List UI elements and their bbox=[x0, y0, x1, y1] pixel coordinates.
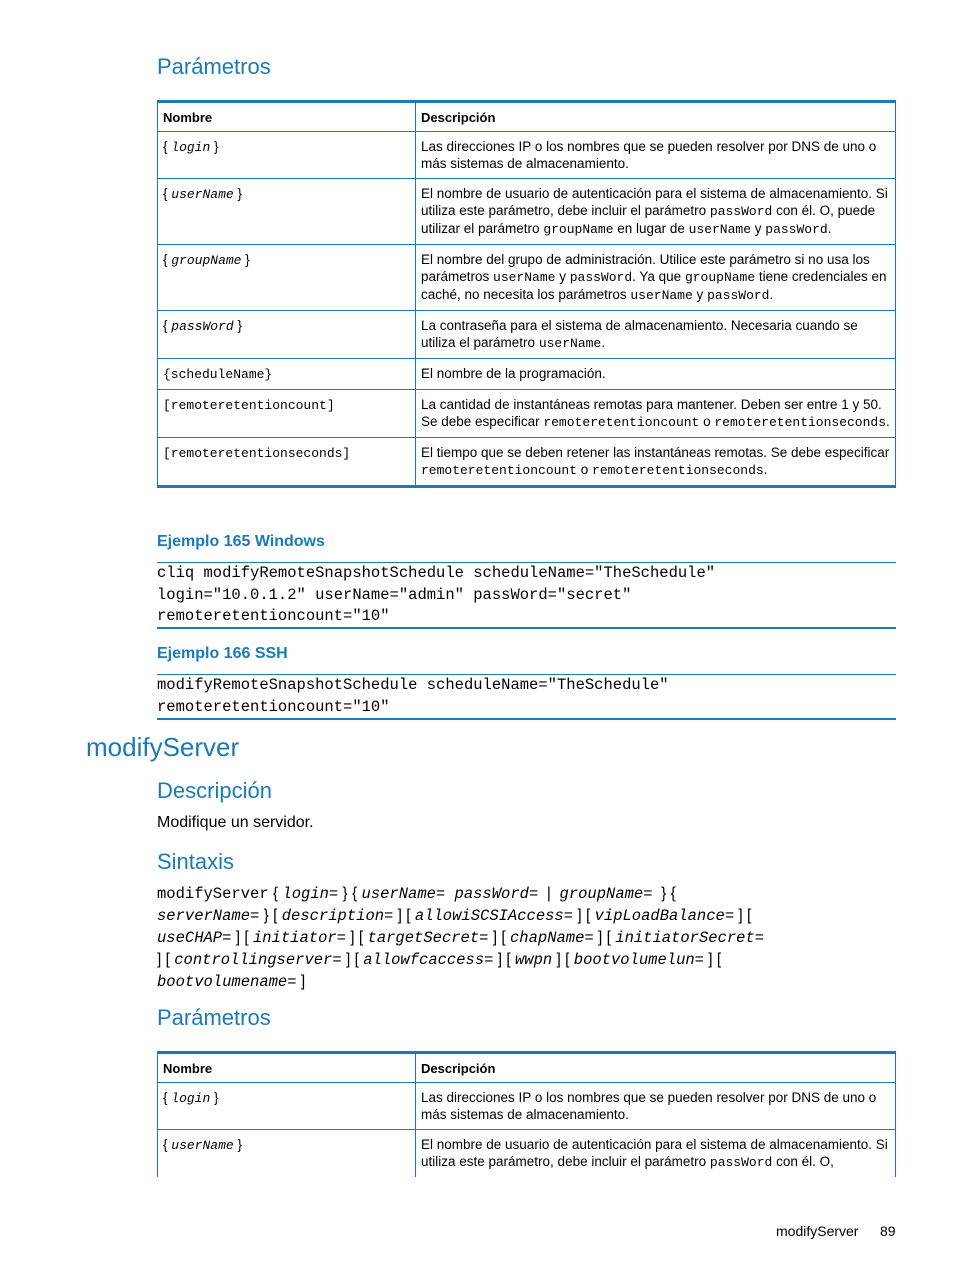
example-165-title: Ejemplo 165 Windows bbox=[157, 533, 325, 550]
parameter-name-cell bbox=[158, 1130, 416, 1178]
parameter-description-cell bbox=[416, 438, 896, 487]
example-165-code-block bbox=[157, 562, 896, 629]
syntax-parameter: chapName= bbox=[510, 929, 594, 947]
section-heading-parametros: Parámetros bbox=[157, 54, 271, 79]
syntax-punctuation: } { bbox=[338, 885, 362, 902]
inline-code: groupName bbox=[543, 222, 614, 237]
syntax-parameter: controllingserver= bbox=[174, 951, 342, 969]
description-text: con él. O, bbox=[772, 1154, 834, 1169]
inline-code: userName bbox=[630, 288, 693, 303]
table-header-row bbox=[158, 1053, 896, 1083]
brace-open: { bbox=[163, 1137, 172, 1152]
inline-code: remoteretentionseconds bbox=[714, 415, 887, 430]
syntax-punctuation: } { bbox=[652, 885, 681, 902]
column-header-name: Nombre bbox=[158, 102, 416, 132]
syntax-block bbox=[157, 883, 902, 993]
description-text: Las direcciones IP o los nombres que se pueden resolver por DNS de uno o más sistemas de almacenamiento. bbox=[421, 1090, 877, 1122]
inline-code: passWord bbox=[709, 204, 773, 219]
brace-close: } bbox=[241, 252, 250, 267]
description-text: y bbox=[555, 269, 570, 284]
column-header-description: Descripción bbox=[416, 102, 896, 132]
description-text: . bbox=[886, 414, 890, 429]
description-text: tiene credenciales en caché, no necesita los parámetros bbox=[421, 269, 887, 302]
brace-open: { bbox=[163, 252, 172, 267]
parameter-name-cell bbox=[158, 179, 416, 245]
syntax-parameter: groupName= bbox=[559, 885, 653, 903]
description-text: El nombre del grupo de administración. Utilice este parámetro si no usa los parámetros bbox=[421, 252, 870, 284]
description-text: El nombre de usuario de autenticación para el sistema de almacenamiento. Si utiliza este parámetro, debe incluir el parámetro bbox=[421, 186, 888, 218]
description-text: . bbox=[601, 335, 605, 350]
table-row bbox=[158, 1083, 896, 1130]
brace-close: } bbox=[233, 1137, 242, 1152]
syntax-parameter: vipLoadBalance= bbox=[594, 907, 735, 925]
parameters-table bbox=[157, 100, 896, 488]
parameter-name: {scheduleName} bbox=[163, 367, 273, 382]
column-header-name: Nombre bbox=[158, 1053, 416, 1083]
column-header-description: Descripción bbox=[416, 1053, 896, 1083]
footer-page-number: 89 bbox=[880, 1223, 896, 1239]
syntax-command: modifyServer bbox=[157, 885, 269, 903]
section-heading-descripcion: Descripción bbox=[157, 778, 272, 803]
table-row bbox=[158, 438, 896, 487]
parameter-description-cell bbox=[416, 390, 896, 438]
description-text: y bbox=[751, 221, 766, 236]
description-text: Las direcciones IP o los nombres que se pueden resolver por DNS de uno o más sistemas de almacenamiento. bbox=[421, 139, 877, 171]
inline-code: remoteretentioncount bbox=[543, 415, 700, 430]
code-line: modifyRemoteSnapshotSchedule scheduleName="TheSchedule" bbox=[157, 676, 669, 694]
inline-code: passWord bbox=[707, 288, 770, 303]
syntax-punctuation: ] bbox=[296, 973, 306, 990]
parameter-description-cell bbox=[416, 1083, 896, 1130]
brace-open: { bbox=[163, 318, 172, 333]
syntax-parameter: initiator= bbox=[252, 929, 346, 947]
parameter-name-cell bbox=[158, 359, 416, 390]
inline-code: groupName bbox=[684, 270, 756, 285]
parameter-description-cell bbox=[416, 132, 896, 179]
syntax-punctuation: ] [ bbox=[734, 907, 752, 924]
syntax-punctuation: ] [ bbox=[704, 951, 722, 968]
inline-code: userName bbox=[493, 270, 556, 285]
command-title: modifyServer bbox=[86, 732, 240, 762]
description-text: . bbox=[763, 462, 768, 477]
parameter-name: [remoteretentionseconds] bbox=[163, 446, 351, 461]
footer-section-name: modifyServer bbox=[776, 1223, 859, 1239]
syntax-punctuation: ] [ bbox=[231, 929, 253, 946]
syntax-punctuation: | bbox=[538, 885, 560, 902]
parameter-name-cell bbox=[158, 438, 416, 487]
parameter-name: groupName bbox=[171, 253, 242, 268]
syntax-punctuation: ] [ bbox=[552, 951, 574, 968]
parameter-description-cell bbox=[416, 179, 896, 245]
parameter-description-cell bbox=[416, 359, 896, 390]
table-row bbox=[158, 179, 896, 245]
syntax-punctuation: ] [ bbox=[493, 951, 515, 968]
description-text: La cantidad de instantáneas remotas para mantener. Deben ser entre 1 y 50. Se debe especificar bbox=[421, 397, 882, 429]
parameter-name: passWord bbox=[171, 319, 234, 334]
syntax-parameter: targetSecret= bbox=[367, 929, 489, 947]
table-row bbox=[158, 359, 896, 390]
syntax-parameter: bootvolumelun= bbox=[573, 951, 704, 969]
brace-open: { bbox=[163, 139, 172, 154]
syntax-punctuation: ] [ bbox=[488, 929, 510, 946]
section-heading-parametros-2: Parámetros bbox=[157, 1005, 271, 1030]
parameter-name-cell bbox=[158, 311, 416, 359]
description-text: y bbox=[692, 287, 708, 302]
table-header-row bbox=[158, 102, 896, 132]
brace-close: } bbox=[210, 1090, 219, 1105]
syntax-punctuation: ] [ bbox=[341, 951, 364, 968]
syntax-punctuation: { bbox=[268, 885, 283, 902]
description-text: . Ya que bbox=[632, 269, 685, 284]
parameter-description-cell bbox=[416, 311, 896, 359]
inline-code: passWord bbox=[709, 1155, 773, 1170]
syntax-punctuation: ] [ bbox=[345, 929, 368, 946]
syntax-parameter: description= bbox=[281, 907, 394, 925]
brace-close: } bbox=[210, 139, 219, 154]
inline-code: userName bbox=[688, 222, 752, 237]
inline-code: passWord bbox=[569, 270, 633, 285]
table-row bbox=[158, 311, 896, 359]
brace-open: { bbox=[163, 186, 172, 201]
table-row bbox=[158, 390, 896, 438]
parameter-name: login bbox=[171, 140, 211, 155]
parameters-table-2 bbox=[157, 1051, 896, 1177]
syntax-punctuation: } [ bbox=[259, 907, 282, 924]
description-text: o bbox=[577, 462, 593, 477]
inline-code: remoteretentioncount bbox=[421, 463, 578, 478]
syntax-parameter: allowiSCSIAccess= bbox=[414, 907, 574, 925]
description-text: en lugar de bbox=[613, 221, 689, 236]
parameter-name: userName bbox=[171, 187, 234, 202]
description-text: El nombre de usuario de autenticación para el sistema de almacenamiento. Si utiliza este parámetro, debe incluir el parámetro bbox=[421, 1137, 888, 1169]
inline-code: remoteretentionseconds bbox=[592, 463, 764, 478]
code-line: cliq modifyRemoteSnapshotSchedule scheduleName="TheSchedule" bbox=[157, 564, 716, 582]
description-text: El nombre de la programación. bbox=[421, 366, 606, 381]
table-row bbox=[158, 245, 896, 311]
parameter-name: [remoteretentioncount] bbox=[163, 398, 335, 413]
parameter-description-cell bbox=[416, 1130, 896, 1178]
description-text: El tiempo que se deben retener las instantáneas remotas. Se debe especificar bbox=[421, 445, 890, 460]
syntax-punctuation: ] [ bbox=[157, 951, 175, 968]
syntax-parameter: wwpn bbox=[515, 951, 553, 969]
code-line: login="10.0.1.2" userName="admin" passWord="secret" bbox=[157, 585, 632, 604]
brace-open: { bbox=[163, 1090, 172, 1105]
description-text: La contraseña para el sistema de almacenamiento. Necesaria cuando se utiliza el parámetro bbox=[421, 318, 858, 350]
syntax-parameter: login= bbox=[282, 885, 339, 903]
syntax-parameter: useCHAP= bbox=[157, 929, 232, 947]
parameter-name-cell bbox=[158, 390, 416, 438]
example-166-code-block bbox=[157, 674, 896, 720]
description-text: o bbox=[699, 414, 715, 429]
parameter-name-cell bbox=[158, 1083, 416, 1130]
syntax-punctuation: ] [ bbox=[393, 907, 415, 924]
syntax-parameter: initiatorSecret= bbox=[615, 929, 765, 947]
syntax-parameter: bootvolumename= bbox=[157, 973, 297, 991]
description-text: con él. O, puede utilizar el parámetro bbox=[421, 203, 876, 236]
inline-code: userName bbox=[538, 336, 602, 351]
brace-close: } bbox=[233, 318, 242, 333]
parameter-name: login bbox=[171, 1091, 211, 1106]
description-text: Modifique un servidor. bbox=[157, 814, 314, 831]
syntax-parameter: serverName= bbox=[157, 907, 260, 925]
syntax-punctuation: ] [ bbox=[593, 929, 616, 946]
description-text: . bbox=[769, 287, 774, 302]
section-heading-sintaxis: Sintaxis bbox=[157, 849, 235, 874]
syntax-parameter: allowfcaccess= bbox=[363, 951, 494, 969]
example-166-title: Ejemplo 166 SSH bbox=[157, 645, 288, 662]
description-text: . bbox=[827, 221, 832, 236]
parameter-description-cell bbox=[416, 245, 896, 311]
parameter-name-cell bbox=[158, 245, 416, 311]
parameter-name: userName bbox=[171, 1138, 234, 1153]
syntax-punctuation: ] [ bbox=[573, 907, 595, 924]
code-line: remoteretentioncount="10" bbox=[157, 607, 390, 625]
code-line: remoteretentioncount="10" bbox=[157, 697, 390, 716]
brace-close: } bbox=[233, 186, 242, 201]
table-row bbox=[158, 132, 896, 179]
table-row bbox=[158, 1130, 896, 1178]
syntax-parameter: userName= passWord= bbox=[361, 885, 539, 903]
parameter-name-cell bbox=[158, 132, 416, 179]
inline-code: passWord bbox=[765, 222, 828, 237]
